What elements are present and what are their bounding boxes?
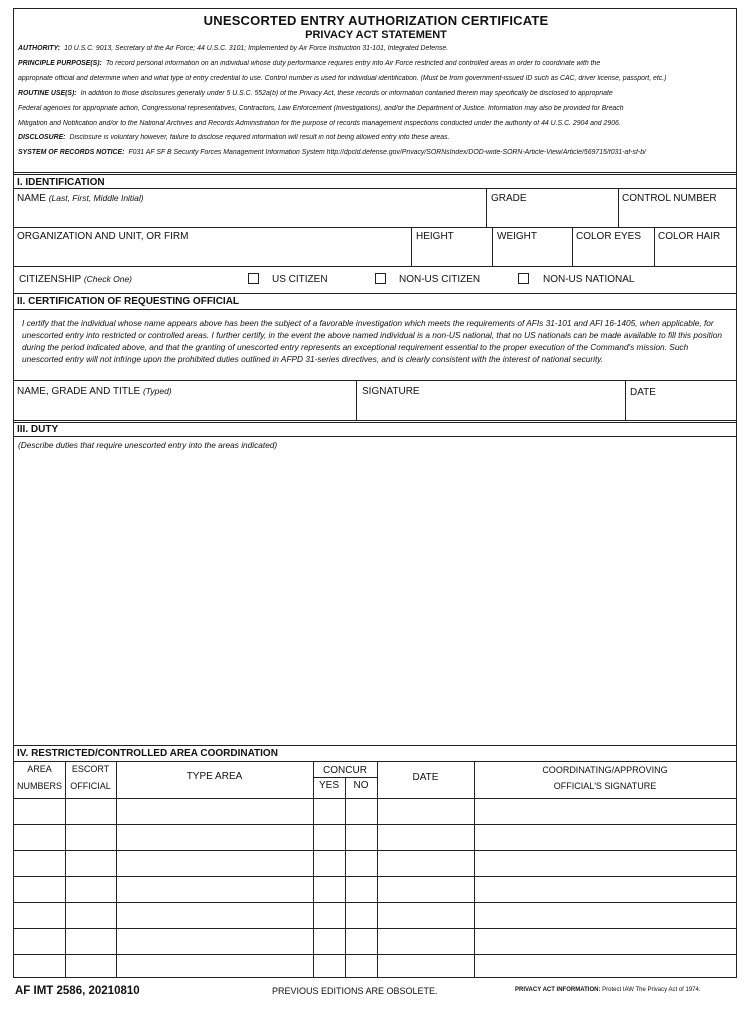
- height-field-label: HEIGHT: [416, 231, 454, 242]
- section-coordination-title: IV. RESTRICTED/CONTROLLED AREA COORDINATION: [17, 748, 278, 759]
- col-area-header-2: NUMBERS: [16, 781, 62, 791]
- divider: [572, 227, 573, 266]
- divider: [14, 436, 736, 437]
- form-number: AF IMT 2586, 20210810: [15, 985, 140, 997]
- duty-description-textarea[interactable]: [16, 453, 734, 743]
- divider: [486, 188, 487, 227]
- divider: [14, 227, 736, 228]
- purpose-line-2: appropriate official and determine when and what type of entry credential to use. Control number is used for individual identification. (Must be from government-issued ID such as CAC, driver license, passport, etc.): [18, 75, 667, 82]
- coordination-table-body[interactable]: [16, 800, 734, 975]
- divider: [14, 174, 736, 175]
- organization-field-label: ORGANIZATION AND UNIT, OR FIRM: [17, 231, 189, 242]
- non-us-citizen-label: NON-US CITIZEN: [399, 274, 481, 285]
- weight-field-label: WEIGHT: [497, 231, 537, 242]
- signature-field[interactable]: [358, 398, 623, 418]
- authority-line: AUTHORITY: 10 U.S.C. 9013, Secretary of the Air Force; 44 U.S.C. 3101; Implemented by Air Force Instruction 31-101, Integrated Defense.: [18, 45, 449, 52]
- routine-line-2: Federal agencies for appropriate action, Congressional representatives, Contractors, Law Enforcement (Investigations), and/or the Department of Justice. Information may also be provided for Breach: [18, 105, 624, 112]
- signature-label: SIGNATURE: [362, 386, 420, 397]
- divider: [411, 227, 412, 266]
- grade-input[interactable]: [488, 203, 616, 225]
- hair-color-input[interactable]: [656, 242, 734, 264]
- divider: [492, 227, 493, 266]
- divider: [14, 745, 736, 746]
- hair-color-field-label: COLOR HAIR: [658, 231, 721, 242]
- divider: [14, 798, 736, 799]
- routine-line-1: ROUTINE USE(S): In addition to those disclosures generally under 5 U.S.C. 552a(b) of the Privacy Act, these records or information contained therein may specifically be disclosed to appropriate: [18, 90, 613, 97]
- form-title: UNESCORTED ENTRY AUTHORIZATION CERTIFICATE: [203, 13, 549, 28]
- divider: [14, 380, 736, 381]
- eye-color-field-label: COLOR EYES: [576, 231, 642, 242]
- divider: [625, 380, 626, 420]
- col-area-header-1: AREA: [27, 764, 52, 774]
- privacy-footer: PRIVACY ACT INFORMATION: Protect IAW The Privacy Act of 1974.: [515, 987, 701, 993]
- divider: [654, 227, 655, 266]
- height-input[interactable]: [413, 242, 490, 264]
- name-input[interactable]: [16, 203, 484, 225]
- purpose-line-1: PRINCIPLE PURPOSE(S): To record personal information on an individual whose duty performance requires entry into Air Force restricted and controlled areas in order to coordinate with the: [18, 60, 601, 67]
- grade-field-label: GRADE: [491, 193, 527, 204]
- citizenship-label: CITIZENSHIP (Check One): [19, 274, 133, 285]
- us-citizen-checkbox[interactable]: [248, 273, 259, 284]
- divider: [14, 172, 736, 173]
- col-escort-header-1: ESCORT: [71, 764, 110, 774]
- section-identification-title: I. IDENTIFICATION: [17, 177, 105, 188]
- non-us-citizen-checkbox[interactable]: [375, 273, 386, 284]
- divider: [14, 188, 736, 189]
- col-signature-header-2: OFFICIAL'S SIGNATURE: [553, 781, 657, 791]
- divider: [356, 380, 357, 420]
- privacy-act-heading: PRIVACY ACT STATEMENT: [305, 29, 447, 41]
- col-concur-header: CONCUR: [323, 765, 367, 776]
- col-signature-header-1: COORDINATING/APPROVING: [542, 765, 668, 775]
- divider: [14, 422, 736, 423]
- official-name-input[interactable]: [16, 398, 354, 418]
- name-field-label: NAME (Last, First, Middle Initial): [17, 193, 144, 204]
- control-number-field-label: CONTROL NUMBER: [622, 193, 717, 204]
- eye-color-input[interactable]: [574, 242, 652, 264]
- col-type-area-header: TYPE AREA: [186, 771, 243, 782]
- certification-date-input[interactable]: [627, 398, 734, 418]
- official-name-label: NAME, GRADE AND TITLE (Typed): [17, 386, 172, 397]
- us-citizen-label: US CITIZEN: [272, 274, 328, 285]
- divider: [14, 309, 736, 310]
- non-us-national-checkbox[interactable]: [518, 273, 529, 284]
- duty-hint: (Describe duties that require unescorted entry into the areas indicated): [18, 440, 278, 450]
- divider: [618, 188, 619, 227]
- form-frame: [13, 8, 737, 978]
- col-date-header: DATE: [412, 772, 439, 783]
- col-no-header: NO: [353, 780, 369, 791]
- section-duty-title: III. DUTY: [17, 424, 59, 435]
- obsolete-notice: PREVIOUS EDITIONS ARE OBSOLETE.: [272, 986, 438, 996]
- divider: [14, 293, 736, 294]
- weight-input[interactable]: [494, 242, 570, 264]
- certification-date-label: DATE: [630, 387, 656, 398]
- col-escort-header-2: OFFICIAL: [70, 781, 111, 791]
- col-yes-header: YES: [318, 780, 339, 791]
- disclosure-line: DISCLOSURE: Disclosure is voluntary however, failure to disclose required information will result in not being allowed entry into these areas.: [18, 134, 450, 141]
- section-certification-title: II. CERTIFICATION OF REQUESTING OFFICIAL: [17, 296, 240, 307]
- non-us-national-label: NON-US NATIONAL: [543, 274, 635, 285]
- divider: [14, 266, 736, 267]
- certification-statement: I certify that the individual whose name appears above has been the subject of a favorable investigation which meets the requirements of AFIs 31-101 and AFI 16-1405, when applicable, for unescorted entry into restricted or controlled areas. I further certify, in the event the above named individual is a non-US national, that no US nationals can be made available to fill this position during the period indicated above, and that the granting of unescorted entry represents an exceptional requirement essential to the proper execution of the Command's mission. Such unescorted entry will not infringe upon the prohibited duties outlined in AFPD 31-series directives, and is clearly consistent with the interest of national security.: [22, 318, 722, 364]
- organization-input[interactable]: [16, 242, 409, 264]
- divider: [14, 761, 736, 762]
- sorn-line: SYSTEM OF RECORDS NOTICE: F031 AF SF B Security Forces Management Information System http://dpcld.defense.gov/Privacy/SORNsIndex/DOD-wide-SORN-Article-View/Article/569715/f031-af-sf-b/: [18, 149, 646, 156]
- routine-line-3: Mitigation and Notification and/or to the National Archives and Records Administration for the purpose of records management inspections conducted under the authority of 44 U.S.C. 2904 and 2906.: [18, 120, 621, 127]
- divider: [14, 420, 736, 421]
- control-number-input[interactable]: [620, 203, 734, 225]
